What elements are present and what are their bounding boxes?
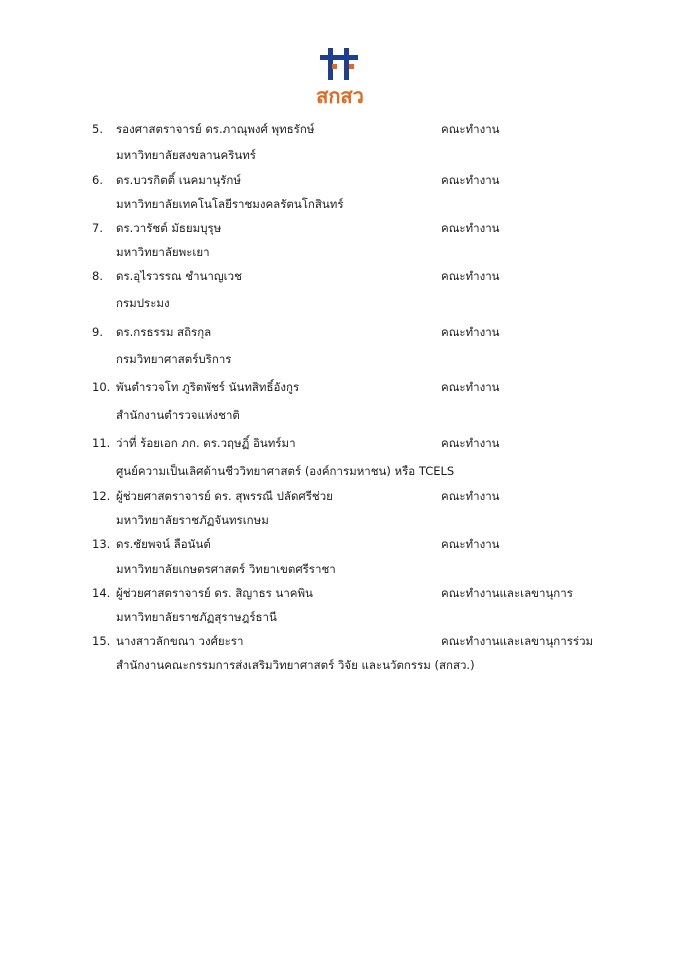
member-role: คณะทำงาน: [441, 325, 500, 339]
member-role: คณะทำงาน: [441, 122, 500, 136]
tsri-logo-mark-icon: [308, 42, 372, 86]
member-name: นางสาวลักขณา วงศ์ยะรา: [116, 634, 244, 648]
member-organization: มหาวิทยาลัยพะเยา: [116, 245, 210, 259]
member-organization: มหาวิทยาลัยสงขลานครินทร์: [116, 148, 256, 162]
member-role: คณะทำงาน: [441, 173, 500, 187]
member-role: คณะทำงาน: [441, 489, 500, 503]
logo-wordmark: สกสว: [316, 84, 364, 108]
member-number: 11.: [92, 436, 111, 450]
member-name: ดร.ชัยพจน์ ลือนันต์: [116, 537, 211, 551]
member-number: 13.: [92, 537, 111, 551]
member-role: คณะทำงาน: [441, 436, 500, 450]
member-name: ดร.อุไรวรรณ ชำนาญเวช: [116, 269, 242, 283]
member-organization: มหาวิทยาลัยเทคโนโลยีราชมงคลรัตนโกสินทร์: [116, 197, 344, 211]
member-organization: สำนักงานตำรวจแห่งชาติ: [116, 408, 240, 422]
member-name: ว่าที่ ร้อยเอก ภก. ดร.วฤษฏิ์ อินทร์มา: [116, 436, 296, 450]
member-organization: สำนักงานคณะกรรมการส่งเสริมวิทยาศาสตร์ วิจัย และนวัตกรรม (สกสว.): [116, 658, 475, 672]
member-name: รองศาสตราจารย์ ดร.ภาณุพงศ์ พุทธรักษ์: [116, 122, 315, 136]
member-number: 7.: [92, 221, 103, 235]
member-organization: กรมประมง: [116, 296, 170, 310]
member-number: 15.: [92, 634, 111, 648]
member-name: ผู้ช่วยศาสตราจารย์ ดร. สิญาธร นาคพิน: [116, 586, 313, 600]
member-name: ผู้ช่วยศาสตราจารย์ ดร. สุพรรณี ปลัดศรีช่วย: [116, 489, 333, 503]
member-role: คณะทำงานและเลขานุการ: [441, 586, 573, 600]
member-role: คณะทำงาน: [441, 221, 500, 235]
member-role: คณะทำงาน: [441, 380, 500, 394]
tsri-logo: [308, 42, 372, 110]
member-name: ดร.บวรกิตติ์ เนคมานุรักษ์: [116, 173, 241, 187]
member-number: 9.: [92, 325, 103, 339]
member-number: 14.: [92, 586, 111, 600]
member-organization: มหาวิทยาลัยเกษตรศาสตร์ วิทยาเขตศรีราชา: [116, 562, 336, 576]
member-name: พันตำรวจโท ภูริตพัชร์ นันทสิทธิ์อังกูร: [116, 380, 300, 394]
member-number: 5.: [92, 122, 103, 136]
member-number: 8.: [92, 269, 103, 283]
member-organization: ศูนย์ความเป็นเลิศด้านชีววิทยาศาสตร์ (องค์การมหาชน) หรือ TCELS: [116, 464, 455, 478]
member-name: ดร.วารัชต์ มัธยมบุรุษ: [116, 221, 222, 235]
member-number: 12.: [92, 489, 111, 503]
member-organization: มหาวิทยาลัยราชภัฏจันทรเกษม: [116, 513, 269, 527]
member-name: ดร.กรธรรม สถิรกุล: [116, 325, 212, 339]
member-role: คณะทำงาน: [441, 537, 500, 551]
member-number: 10.: [92, 380, 111, 394]
member-organization: กรมวิทยาศาสตร์บริการ: [116, 352, 232, 366]
member-organization: มหาวิทยาลัยราชภัฏสุราษฎร์ธานี: [116, 610, 277, 624]
member-role: คณะทำงานและเลขานุการร่วม: [441, 634, 594, 648]
member-role: คณะทำงาน: [441, 269, 500, 283]
member-number: 6.: [92, 173, 103, 187]
